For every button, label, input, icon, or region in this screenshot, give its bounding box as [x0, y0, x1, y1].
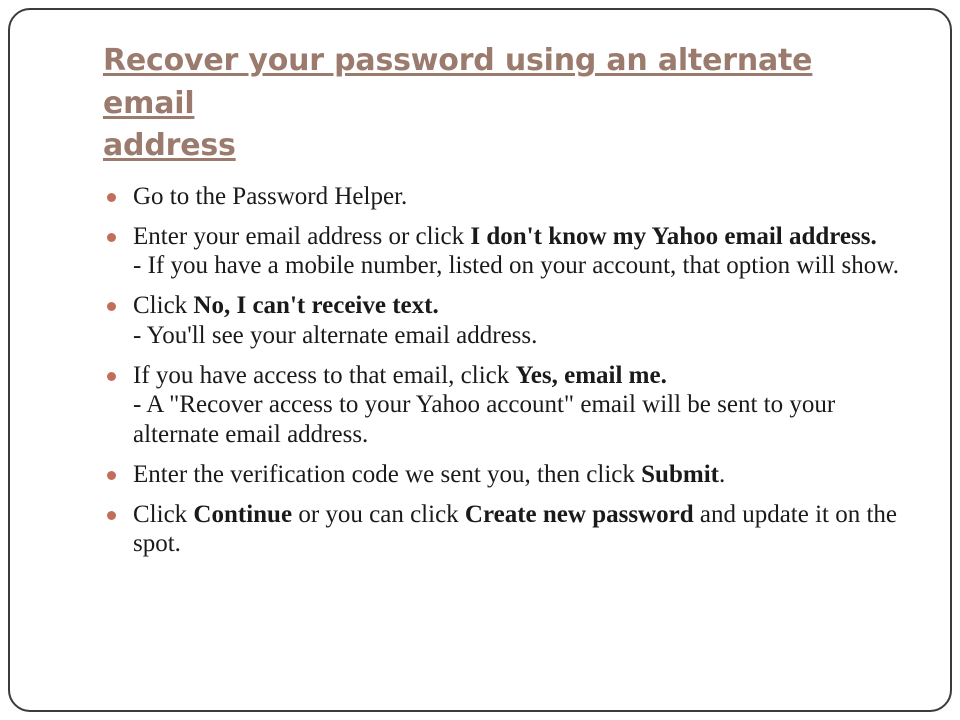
list-item-text: Enter your email address or click — [133, 222, 471, 250]
list-item-text: . — [718, 460, 726, 488]
list-item-emphasis: Yes, email me. — [515, 361, 667, 389]
list-item-text: or you can click — [292, 500, 465, 528]
list-item — [99, 291, 900, 351]
list-item-emphasis: Create new password — [464, 500, 694, 528]
list-item-emphasis: Continue — [193, 500, 293, 528]
list-item-text: Click — [133, 292, 194, 320]
list-item-text: Click — [133, 500, 194, 528]
page-title-line-1: Recover your password using an alternate email — [103, 43, 813, 121]
list-item-subtext: - A "Recover access to your Yahoo account" email will be sent to your alternate email address. — [133, 391, 836, 449]
list-item-text: and update it on the spot. — [133, 500, 898, 558]
list-item-text: Go to the Password Helper. — [133, 182, 408, 210]
list-item-emphasis: I don't know my Yahoo email address. — [470, 222, 877, 250]
page-title — [95, 40, 893, 168]
list-item — [99, 460, 900, 490]
list-item-text: If you have access to that email, click — [133, 361, 516, 389]
steps-list — [95, 182, 900, 559]
list-item-subtext: - If you have a mobile number, listed on your account, that option will show. — [133, 252, 899, 280]
list-item-text: Enter the verification code we sent you, then click — [133, 460, 642, 488]
list-item — [99, 182, 900, 212]
list-item-emphasis: No, I can't receive text. — [193, 292, 439, 320]
list-item — [99, 222, 900, 282]
list-item-emphasis: Submit — [641, 460, 719, 488]
page-title-line-2: address — [103, 128, 236, 164]
list-item — [99, 361, 900, 450]
list-item-subtext: - You'll see your alternate email address. — [133, 321, 538, 349]
list-item — [99, 500, 900, 560]
